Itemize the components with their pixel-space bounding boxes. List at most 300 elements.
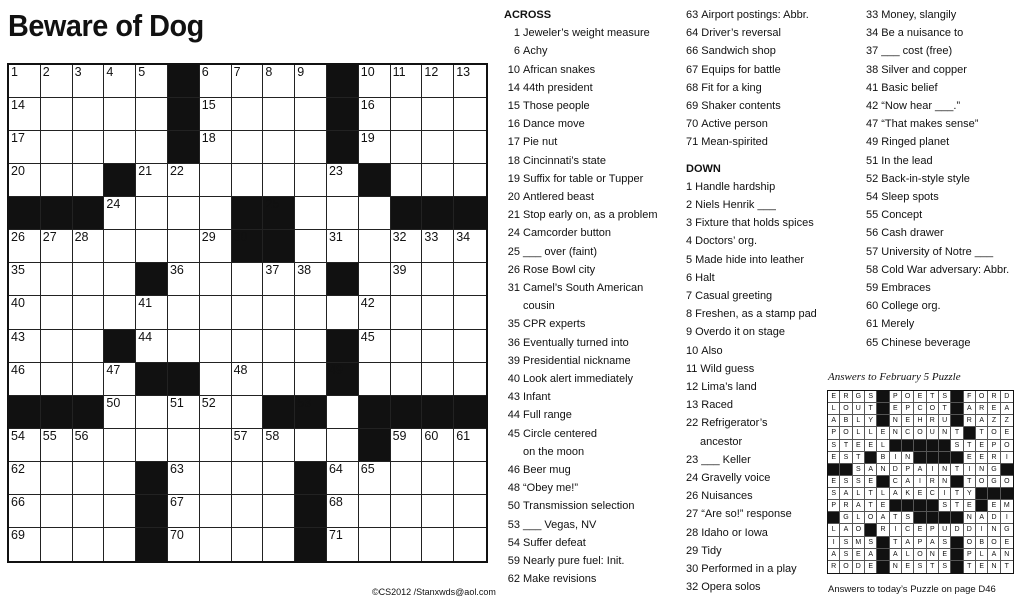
grid-cell[interactable] — [73, 363, 105, 396]
answer-black-square — [927, 440, 939, 452]
clue[interactable] — [686, 97, 817, 115]
clue[interactable] — [686, 61, 817, 79]
grid-cell[interactable] — [422, 528, 454, 561]
clue[interactable] — [504, 61, 658, 79]
grid-cell[interactable] — [327, 462, 359, 495]
clue-text: Chinese beverage — [881, 336, 971, 349]
grid-cell[interactable] — [327, 528, 359, 561]
clue[interactable] — [866, 79, 1009, 97]
grid-cell[interactable] — [232, 528, 264, 561]
grid-cell[interactable] — [422, 462, 454, 495]
grid-cell[interactable] — [136, 197, 168, 230]
clue[interactable] — [504, 42, 658, 60]
clue[interactable] — [866, 261, 1009, 279]
grid-cell[interactable] — [200, 528, 232, 561]
grid-cell[interactable] — [200, 462, 232, 495]
grid-cell[interactable] — [422, 330, 454, 363]
clue[interactable] — [686, 378, 817, 396]
clue[interactable] — [504, 261, 658, 279]
grid-cell[interactable] — [232, 98, 264, 131]
grid-cell[interactable] — [359, 263, 391, 296]
clue[interactable] — [686, 396, 817, 414]
grid-cell[interactable] — [327, 429, 359, 462]
black-square — [263, 396, 295, 429]
grid-cell[interactable] — [422, 164, 454, 197]
grid-cell[interactable] — [295, 363, 327, 396]
clue[interactable] — [504, 279, 658, 297]
grid-cell[interactable] — [168, 495, 200, 528]
clue[interactable] — [504, 334, 658, 352]
grid-cell[interactable] — [232, 363, 264, 396]
grid-cell[interactable] — [9, 363, 41, 396]
grid-cell[interactable] — [359, 330, 391, 363]
grid-cell[interactable] — [391, 164, 423, 197]
grid-cell[interactable] — [359, 462, 391, 495]
grid-cell[interactable] — [295, 230, 327, 263]
grid-cell[interactable] — [41, 462, 73, 495]
grid-cell[interactable] — [359, 197, 391, 230]
grid-cell[interactable] — [136, 65, 168, 98]
grid-cell[interactable] — [359, 528, 391, 561]
clue-column-1 — [504, 6, 658, 589]
clue[interactable] — [686, 414, 817, 432]
grid-cell[interactable] — [136, 396, 168, 429]
clue[interactable] — [866, 297, 1009, 315]
grid-cell[interactable] — [9, 65, 41, 98]
grid-cell[interactable] — [391, 263, 423, 296]
clue[interactable] — [686, 79, 817, 97]
grid-cell[interactable] — [454, 462, 486, 495]
grid-cell[interactable] — [232, 462, 264, 495]
grid-cell[interactable] — [422, 429, 454, 462]
clue-num: 66 — [686, 45, 699, 58]
grid-cell[interactable] — [263, 296, 295, 329]
grid-cell[interactable] — [295, 98, 327, 131]
clue[interactable] — [686, 214, 817, 232]
grid-cell[interactable] — [295, 429, 327, 462]
clue-text: Halt — [695, 271, 715, 284]
grid-cell[interactable] — [73, 230, 105, 263]
grid-cell[interactable] — [168, 396, 200, 429]
grid-cell[interactable] — [232, 131, 264, 164]
grid-cell[interactable] — [454, 65, 486, 98]
clue[interactable] — [504, 570, 658, 588]
grid-cell[interactable] — [391, 131, 423, 164]
grid-cell[interactable] — [327, 164, 359, 197]
grid-cell[interactable] — [391, 230, 423, 263]
grid-cell[interactable] — [454, 131, 486, 164]
answer-cell: N — [976, 464, 988, 476]
clue[interactable] — [686, 323, 817, 341]
clue-num: 60 — [866, 300, 879, 313]
clue[interactable] — [686, 578, 817, 596]
grid-cell[interactable] — [200, 363, 232, 396]
grid-cell[interactable] — [104, 65, 136, 98]
clue[interactable] — [504, 79, 658, 97]
clue[interactable] — [504, 206, 658, 224]
clue-num: 30 — [686, 563, 699, 576]
grid-cell[interactable] — [73, 164, 105, 197]
grid-cell[interactable] — [232, 495, 264, 528]
grid-cell[interactable] — [327, 197, 359, 230]
grid-cell[interactable] — [200, 296, 232, 329]
clue[interactable] — [504, 461, 658, 479]
grid-cell[interactable] — [422, 495, 454, 528]
grid-cell[interactable] — [391, 495, 423, 528]
answer-cell: C — [927, 488, 939, 500]
clue[interactable] — [504, 133, 658, 151]
clue[interactable] — [686, 505, 817, 523]
grid-cell[interactable] — [391, 528, 423, 561]
clue[interactable] — [866, 61, 1009, 79]
grid-cell[interactable] — [41, 528, 73, 561]
grid-cell[interactable] — [391, 296, 423, 329]
clue[interactable] — [504, 97, 658, 115]
grid-cell[interactable] — [73, 528, 105, 561]
grid-cell[interactable] — [41, 429, 73, 462]
black-square — [263, 230, 295, 263]
grid-cell[interactable] — [454, 495, 486, 528]
grid-cell[interactable] — [422, 98, 454, 131]
grid-cell[interactable] — [168, 330, 200, 363]
grid-cell[interactable] — [454, 230, 486, 263]
grid-cell[interactable] — [136, 330, 168, 363]
clue[interactable] — [686, 451, 817, 469]
grid-cell[interactable] — [295, 197, 327, 230]
grid-cell[interactable] — [136, 98, 168, 131]
grid-cell[interactable] — [359, 363, 391, 396]
clue[interactable] — [686, 433, 817, 451]
grid-cell[interactable] — [104, 396, 136, 429]
grid-cell[interactable] — [232, 296, 264, 329]
clue[interactable] — [866, 206, 1009, 224]
grid-cell[interactable] — [422, 263, 454, 296]
clue[interactable] — [866, 334, 1009, 352]
grid-cell[interactable] — [263, 263, 295, 296]
clue[interactable] — [686, 6, 817, 24]
grid-cell[interactable] — [9, 462, 41, 495]
grid-cell[interactable] — [295, 263, 327, 296]
grid-cell[interactable] — [73, 495, 105, 528]
clue[interactable] — [504, 170, 658, 188]
grid-cell[interactable] — [168, 528, 200, 561]
clue-number: 7 — [233, 65, 241, 79]
grid-cell[interactable] — [359, 65, 391, 98]
grid-cell[interactable] — [263, 98, 295, 131]
grid-cell[interactable] — [327, 230, 359, 263]
grid-cell[interactable] — [41, 65, 73, 98]
grid-cell[interactable] — [359, 296, 391, 329]
grid-cell[interactable] — [359, 131, 391, 164]
clue-num: 1 — [513, 27, 520, 40]
clue[interactable] — [686, 251, 817, 269]
grid-cell[interactable] — [104, 363, 136, 396]
grid-cell[interactable] — [327, 495, 359, 528]
grid-cell[interactable] — [104, 296, 136, 329]
clue[interactable] — [504, 443, 658, 461]
grid-cell[interactable] — [263, 528, 295, 561]
grid-cell[interactable] — [168, 230, 200, 263]
clue[interactable] — [686, 524, 817, 542]
grid-cell[interactable] — [73, 263, 105, 296]
grid-cell[interactable] — [422, 296, 454, 329]
grid-cell[interactable] — [104, 528, 136, 561]
grid-cell[interactable] — [263, 65, 295, 98]
grid-cell[interactable] — [232, 330, 264, 363]
grid-cell[interactable] — [391, 429, 423, 462]
clue-num: 20 — [507, 191, 520, 204]
clue[interactable] — [866, 115, 1009, 133]
grid-cell[interactable] — [9, 164, 41, 197]
clue-num: 32 — [686, 581, 699, 594]
grid-cell[interactable] — [232, 263, 264, 296]
grid-cell[interactable] — [168, 263, 200, 296]
clue-text: Cash drawer — [881, 227, 944, 240]
grid-cell[interactable] — [9, 296, 41, 329]
clue[interactable] — [504, 479, 658, 497]
clue[interactable] — [686, 42, 817, 60]
clue[interactable] — [504, 388, 658, 406]
grid-cell[interactable] — [422, 65, 454, 98]
grid-cell[interactable] — [136, 131, 168, 164]
clue[interactable] — [866, 133, 1009, 151]
grid-cell[interactable] — [200, 429, 232, 462]
clue[interactable] — [686, 342, 817, 360]
grid-cell[interactable] — [200, 230, 232, 263]
clue-number: 46 — [11, 362, 25, 377]
grid-cell[interactable] — [263, 462, 295, 495]
clue[interactable] — [686, 232, 817, 250]
clue[interactable] — [504, 516, 658, 534]
grid-cell[interactable] — [168, 429, 200, 462]
clue[interactable] — [686, 24, 817, 42]
grid-cell[interactable] — [391, 462, 423, 495]
grid-cell[interactable] — [391, 98, 423, 131]
grid-cell[interactable] — [263, 131, 295, 164]
grid-cell[interactable] — [73, 296, 105, 329]
grid-cell[interactable] — [104, 429, 136, 462]
grid-cell[interactable] — [104, 98, 136, 131]
clue-num: 27 — [686, 508, 699, 521]
grid-cell[interactable] — [295, 330, 327, 363]
grid-cell[interactable] — [454, 528, 486, 561]
grid-cell[interactable] — [422, 230, 454, 263]
clue-number: 32 — [392, 230, 407, 245]
clue[interactable] — [686, 115, 817, 133]
grid-cell[interactable] — [9, 230, 41, 263]
answer-cell: R — [927, 415, 939, 427]
grid-cell[interactable] — [454, 296, 486, 329]
grid-cell[interactable] — [359, 230, 391, 263]
grid-cell[interactable] — [9, 528, 41, 561]
clue-number: 8 — [265, 65, 273, 79]
clue[interactable] — [866, 6, 1009, 24]
grid-cell[interactable] — [232, 396, 264, 429]
grid-cell[interactable] — [454, 429, 486, 462]
clue-number: 62 — [11, 461, 25, 476]
clue-num: 49 — [866, 136, 879, 149]
grid-cell[interactable] — [136, 164, 168, 197]
clue[interactable] — [866, 315, 1009, 333]
clue[interactable] — [686, 133, 817, 151]
grid-cell[interactable] — [41, 263, 73, 296]
grid-cell[interactable] — [263, 495, 295, 528]
clue[interactable] — [866, 152, 1009, 170]
clue[interactable] — [866, 42, 1009, 60]
grid-cell[interactable] — [263, 429, 295, 462]
clue[interactable] — [686, 360, 817, 378]
grid-cell[interactable] — [422, 363, 454, 396]
clue[interactable] — [866, 97, 1009, 115]
clue[interactable] — [504, 24, 658, 42]
clue[interactable] — [504, 315, 658, 333]
clue[interactable] — [504, 115, 658, 133]
grid-cell[interactable] — [359, 98, 391, 131]
clue[interactable] — [686, 560, 817, 578]
grid-cell[interactable] — [136, 429, 168, 462]
grid-cell[interactable] — [168, 197, 200, 230]
grid-cell[interactable] — [263, 363, 295, 396]
grid-cell[interactable] — [9, 263, 41, 296]
grid-cell[interactable] — [454, 164, 486, 197]
clue[interactable] — [504, 534, 658, 552]
grid-cell[interactable] — [104, 197, 136, 230]
grid-cell[interactable] — [295, 65, 327, 98]
clue[interactable] — [866, 243, 1009, 261]
grid-cell[interactable] — [200, 396, 232, 429]
clue[interactable] — [504, 406, 658, 424]
grid-cell[interactable] — [41, 296, 73, 329]
clue[interactable] — [866, 279, 1009, 297]
grid-cell[interactable] — [454, 263, 486, 296]
grid-cell[interactable] — [295, 296, 327, 329]
grid-cell[interactable] — [41, 363, 73, 396]
grid-cell[interactable] — [232, 65, 264, 98]
clue[interactable] — [866, 170, 1009, 188]
clue[interactable] — [504, 352, 658, 370]
grid-cell[interactable] — [200, 98, 232, 131]
grid-cell[interactable] — [232, 429, 264, 462]
grid-cell[interactable] — [73, 330, 105, 363]
grid-cell[interactable] — [454, 98, 486, 131]
grid-cell[interactable] — [41, 98, 73, 131]
grid-cell[interactable] — [41, 230, 73, 263]
clue[interactable] — [686, 542, 817, 560]
clue[interactable] — [686, 487, 817, 505]
grid-cell[interactable] — [295, 164, 327, 197]
grid-cell[interactable] — [422, 131, 454, 164]
grid-cell[interactable] — [200, 330, 232, 363]
clue[interactable] — [686, 178, 817, 196]
grid-cell[interactable] — [9, 98, 41, 131]
clue[interactable] — [504, 224, 658, 242]
clue[interactable] — [686, 269, 817, 287]
grid-cell[interactable] — [104, 495, 136, 528]
grid-cell[interactable] — [41, 495, 73, 528]
grid-cell[interactable] — [263, 164, 295, 197]
clue-text: Airport postings: Abbr. — [701, 9, 809, 21]
grid-cell[interactable] — [41, 131, 73, 164]
clue[interactable] — [504, 552, 658, 570]
clue-text: Active person — [701, 118, 768, 131]
answer-cell: Y — [865, 415, 877, 427]
grid-cell[interactable] — [391, 65, 423, 98]
clue[interactable] — [504, 152, 658, 170]
clue[interactable] — [686, 305, 817, 323]
clue[interactable] — [866, 188, 1009, 206]
grid-cell[interactable] — [73, 429, 105, 462]
grid-cell[interactable] — [41, 164, 73, 197]
grid-cell[interactable] — [391, 363, 423, 396]
grid-cell[interactable] — [168, 164, 200, 197]
grid-cell[interactable] — [104, 131, 136, 164]
clue-number: 48 — [233, 362, 248, 377]
clue[interactable] — [504, 243, 658, 261]
grid-cell[interactable] — [232, 164, 264, 197]
grid-cell[interactable] — [104, 462, 136, 495]
grid-cell[interactable] — [168, 296, 200, 329]
grid-cell[interactable] — [454, 363, 486, 396]
grid-cell[interactable] — [136, 230, 168, 263]
grid-cell[interactable] — [41, 330, 73, 363]
grid-cell[interactable] — [200, 197, 232, 230]
grid-cell[interactable] — [200, 131, 232, 164]
grid-cell[interactable] — [73, 462, 105, 495]
clue[interactable] — [504, 370, 658, 388]
grid-cell[interactable] — [9, 429, 41, 462]
grid-cell[interactable] — [295, 131, 327, 164]
clue[interactable] — [686, 469, 817, 487]
clue[interactable] — [504, 297, 658, 315]
clue-text: ___ over (faint) — [523, 245, 597, 258]
grid-cell[interactable] — [359, 495, 391, 528]
grid-cell[interactable] — [9, 495, 41, 528]
grid-cell[interactable] — [136, 296, 168, 329]
grid-cell[interactable] — [327, 396, 359, 429]
clue-number: 63 — [169, 461, 184, 476]
clue-text: Look alert immediately — [523, 373, 634, 386]
grid-cell[interactable] — [454, 330, 486, 363]
grid-cell[interactable] — [9, 131, 41, 164]
grid-cell[interactable] — [104, 263, 136, 296]
grid-cell[interactable] — [73, 65, 105, 98]
answer-cell: C — [914, 403, 926, 415]
grid-cell[interactable] — [391, 330, 423, 363]
clue[interactable] — [504, 425, 658, 443]
grid-cell[interactable] — [200, 495, 232, 528]
grid-cell[interactable] — [9, 330, 41, 363]
grid-cell[interactable] — [73, 131, 105, 164]
answer-cell: Z — [1001, 415, 1013, 427]
answer-cell: P — [828, 427, 840, 439]
grid-cell[interactable] — [73, 98, 105, 131]
clue[interactable] — [866, 224, 1009, 242]
clue[interactable] — [866, 24, 1009, 42]
clue[interactable] — [686, 196, 817, 214]
grid-cell[interactable] — [327, 296, 359, 329]
grid-cell[interactable] — [263, 330, 295, 363]
clue[interactable] — [686, 287, 817, 305]
grid-cell[interactable] — [200, 263, 232, 296]
answer-cell: E — [988, 403, 1000, 415]
clue[interactable] — [504, 497, 658, 515]
black-square — [136, 263, 168, 296]
grid-cell[interactable] — [200, 65, 232, 98]
grid-cell[interactable] — [104, 230, 136, 263]
grid-cell[interactable] — [168, 462, 200, 495]
clue[interactable] — [504, 188, 658, 206]
grid-cell[interactable] — [200, 164, 232, 197]
